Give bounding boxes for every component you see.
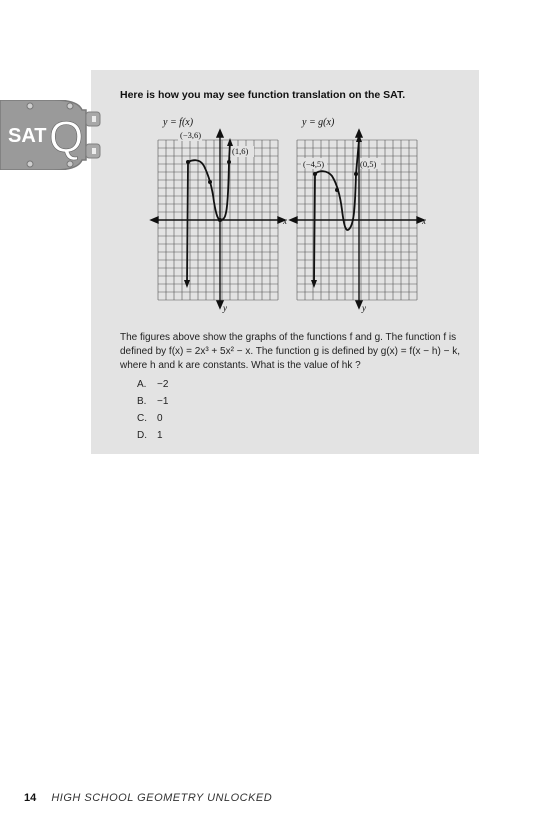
curve-f xyxy=(187,142,230,284)
answer-choice-c[interactable] xyxy=(137,410,168,427)
question-line: defined by f(x) = 2x³ + 5x² − x. The function g is defined by g(x) = f(x − h) − k, xyxy=(120,346,460,357)
point-marker-icon xyxy=(227,160,231,164)
point-label: (−3,6) xyxy=(180,130,202,140)
point-marker-icon xyxy=(335,188,339,192)
badge-rivet-icon xyxy=(67,103,73,109)
sat-q-badge xyxy=(0,100,110,170)
answer-choice-b[interactable] xyxy=(137,393,168,410)
book-title: HIGH SCHOOL GEOMETRY UNLOCKED xyxy=(51,792,273,804)
question-text xyxy=(120,331,470,373)
page-number: 14 xyxy=(24,792,37,804)
graph-f-title: y = f(x) xyxy=(163,117,194,128)
badge-sat-text: SAT xyxy=(8,125,47,147)
question-line: where h and k are constants. What is the value of hk ? xyxy=(120,360,361,371)
choice-value: 1 xyxy=(157,430,163,441)
badge-q-letter: Q xyxy=(49,113,84,162)
badge-rivet-icon xyxy=(27,161,33,167)
y-axis-label: y xyxy=(223,303,227,313)
choice-letter: A. xyxy=(137,379,147,390)
point-label: (−4,5) xyxy=(303,159,325,169)
question-line: The figures above show the graphs of the functions f and g. The function f is xyxy=(120,332,457,343)
graph-g-title: y = g(x) xyxy=(302,117,335,128)
point-label: (0,5) xyxy=(360,159,377,169)
x-axis-label: x xyxy=(422,216,426,226)
page-footer xyxy=(24,792,272,804)
point-marker-icon xyxy=(218,218,222,222)
point-label: (1,6) xyxy=(232,146,249,156)
choice-value: −2 xyxy=(157,379,169,390)
x-axis-label: x xyxy=(283,216,287,226)
graph-g xyxy=(287,128,432,314)
graph-f xyxy=(148,128,293,314)
y-axis-label: y xyxy=(362,303,366,313)
badge-rivet-icon xyxy=(27,103,33,109)
point-marker-icon xyxy=(354,172,358,176)
choice-letter: D. xyxy=(137,430,147,441)
choice-letter: B. xyxy=(137,396,147,407)
choice-value: 0 xyxy=(157,413,163,424)
choice-letter: C. xyxy=(137,413,147,424)
point-marker-icon xyxy=(313,172,317,176)
answer-choice-a[interactable] xyxy=(137,376,168,393)
answer-choices xyxy=(137,376,168,444)
answer-choice-d[interactable] xyxy=(137,427,168,444)
section-heading: Here is how you may see function translation on the SAT. xyxy=(120,89,406,101)
point-marker-icon xyxy=(186,160,190,164)
choice-value: −1 xyxy=(157,396,169,407)
point-marker-icon xyxy=(208,180,212,184)
